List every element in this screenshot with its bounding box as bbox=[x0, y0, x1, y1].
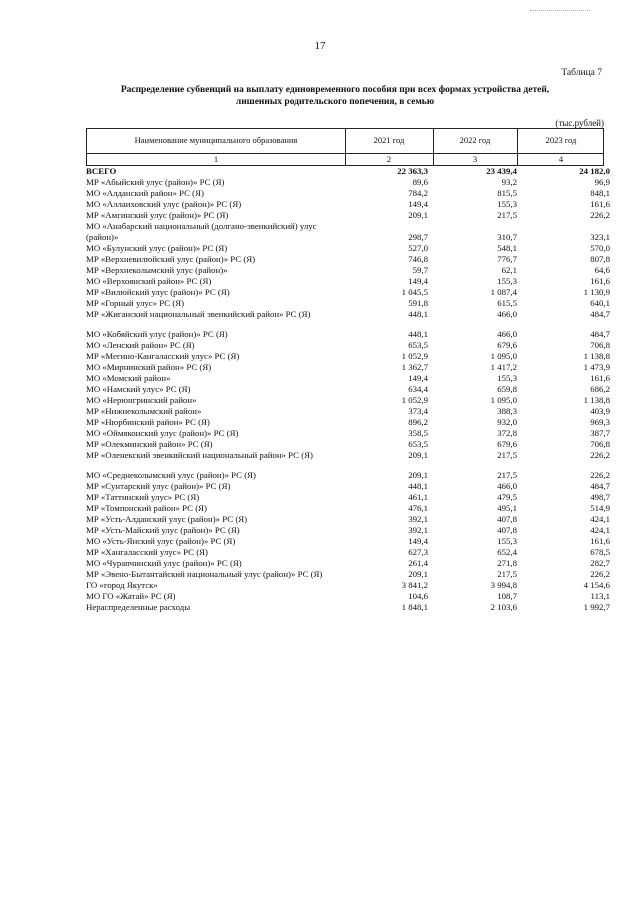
value-2023: 403,9 bbox=[590, 406, 610, 416]
value-2022: 407,8 bbox=[497, 514, 517, 524]
value-2022: 388,3 bbox=[497, 406, 517, 416]
header-2021: 2021 год bbox=[373, 135, 405, 145]
value-2023: 1 130,9 bbox=[583, 287, 610, 297]
municipality-name: МР «Абыйский улус (район)» РС (Я) bbox=[86, 177, 225, 187]
municipality-name: МО «Булунский улус (район)» РС (Я) bbox=[86, 243, 228, 253]
value-2022: 217,5 bbox=[497, 450, 517, 460]
value-2021: 89,6 bbox=[412, 177, 428, 187]
value-2021: 149,4 bbox=[408, 276, 428, 286]
value-2021: 59,7 bbox=[412, 265, 428, 275]
value-2021: 1 045,5 bbox=[401, 287, 428, 297]
table-row bbox=[86, 340, 610, 351]
table-row bbox=[86, 591, 610, 602]
value-2021: 591,8 bbox=[408, 298, 428, 308]
value-2022: 155,3 bbox=[497, 373, 517, 383]
value-2023: 161,6 bbox=[590, 373, 610, 383]
value-2022: 2 103,6 bbox=[490, 602, 517, 612]
value-2023: 226,2 bbox=[590, 569, 610, 579]
header-num-1: 1 bbox=[213, 154, 219, 164]
value-2023: 678,5 bbox=[590, 547, 610, 557]
value-2023: 640,1 bbox=[590, 298, 610, 308]
value-2022: 466,0 bbox=[497, 481, 517, 491]
table-row bbox=[86, 492, 610, 503]
value-2022: 108,7 bbox=[497, 591, 517, 601]
value-2022: 217,5 bbox=[497, 210, 517, 220]
value-2022: 1 095,0 bbox=[490, 351, 517, 361]
value-2022: 155,3 bbox=[497, 536, 517, 546]
value-2021: 896,2 bbox=[408, 417, 428, 427]
table-row bbox=[86, 450, 610, 461]
municipality-name: МО «Среднеколымский улус (район)» РС (Я) bbox=[86, 470, 256, 480]
value-2022: 23 439,4 bbox=[486, 166, 517, 176]
value-2022: 271,8 bbox=[497, 558, 517, 568]
value-2022: 310,7 bbox=[497, 232, 517, 242]
value-2021: 448,1 bbox=[408, 481, 428, 491]
value-2023: 64,6 bbox=[594, 265, 610, 275]
value-2023: 24 182,0 bbox=[579, 166, 610, 176]
municipality-name: ГО «город Якутск» bbox=[86, 580, 158, 590]
value-2021: 746,8 bbox=[408, 254, 428, 264]
municipality-name: МР «Нюрбинский район» РС (Я) bbox=[86, 417, 210, 427]
table-row bbox=[86, 265, 610, 276]
value-2021: 627,3 bbox=[408, 547, 428, 557]
value-2023: 113,1 bbox=[590, 591, 610, 601]
table-row bbox=[86, 428, 610, 439]
value-2021: 392,1 bbox=[408, 514, 428, 524]
value-2022: 155,3 bbox=[497, 199, 517, 209]
value-2022: 3 994,8 bbox=[490, 580, 517, 590]
municipality-name: МР «Амгинский улус (район)» РС (Я) bbox=[86, 210, 229, 220]
value-2021: 3 841,2 bbox=[401, 580, 428, 590]
municipality-name: МР «Верхневилюйский улус (район)» РС (Я) bbox=[86, 254, 256, 264]
municipality-name: МО «Намский улус» РС (Я) bbox=[86, 384, 191, 394]
value-2023: 570,0 bbox=[590, 243, 610, 253]
value-2023: 484,7 bbox=[590, 309, 610, 319]
header-2022: 2022 год bbox=[459, 135, 491, 145]
municipality-name: МР «Жиганский национальный эвенкийский район» РС (Я) bbox=[86, 309, 311, 319]
value-2022: 1 417,2 bbox=[490, 362, 517, 372]
value-2022: 679,6 bbox=[497, 439, 517, 449]
value-2023: 807,8 bbox=[590, 254, 610, 264]
value-2023: 1 473,9 bbox=[583, 362, 610, 372]
table-row bbox=[86, 351, 610, 362]
value-2023: 323,1 bbox=[590, 232, 610, 242]
municipality-name: МР «Сунтарский улус (район)» РС (Я) bbox=[86, 481, 231, 491]
value-2021: 1 052,9 bbox=[401, 351, 428, 361]
table-row bbox=[86, 276, 610, 287]
header-num-4: 4 bbox=[558, 154, 564, 164]
table-header bbox=[86, 128, 604, 166]
table-row bbox=[86, 395, 610, 406]
row-spacer bbox=[86, 461, 610, 470]
table-row bbox=[86, 254, 610, 265]
value-2023: 387,7 bbox=[590, 428, 610, 438]
value-2021: 149,4 bbox=[408, 536, 428, 546]
table-row bbox=[86, 221, 610, 243]
municipality-name: МО «Ленский район» РС (Я) bbox=[86, 340, 195, 350]
value-2022: 776,7 bbox=[497, 254, 517, 264]
value-2022: 62,1 bbox=[501, 265, 517, 275]
value-2022: 466,0 bbox=[497, 329, 517, 339]
scan-mark bbox=[530, 10, 590, 13]
table-row bbox=[86, 406, 610, 417]
value-2021: 209,1 bbox=[408, 450, 428, 460]
value-2022: 407,8 bbox=[497, 525, 517, 535]
table-row bbox=[86, 602, 610, 613]
value-2022: 93,2 bbox=[501, 177, 517, 187]
value-2022: 217,5 bbox=[497, 470, 517, 480]
table-row bbox=[86, 309, 610, 320]
municipality-name: МР «Горный улус» РС (Я) bbox=[86, 298, 185, 308]
value-2021: 298,7 bbox=[408, 232, 428, 242]
value-2021: 1 052,9 bbox=[401, 395, 428, 405]
units-label: (тыс.рублей) bbox=[555, 118, 604, 128]
value-2021: 1 848,1 bbox=[401, 602, 428, 612]
table-row bbox=[86, 580, 610, 591]
table-row bbox=[86, 514, 610, 525]
value-2023: 282,7 bbox=[590, 558, 610, 568]
value-2021: 22 363,3 bbox=[397, 166, 428, 176]
municipality-name: МО «Анабарский национальный (долгано-эвенкийский) улус (район)» bbox=[86, 221, 317, 242]
value-2023: 226,2 bbox=[590, 210, 610, 220]
value-2023: 498,7 bbox=[590, 492, 610, 502]
municipality-name: МО «Кобяйский улус (район)» РС (Я) bbox=[86, 329, 228, 339]
value-2021: 634,4 bbox=[408, 384, 428, 394]
value-2023: 706,8 bbox=[590, 439, 610, 449]
value-2023: 1 992,7 bbox=[583, 602, 610, 612]
value-2021: 653,5 bbox=[408, 340, 428, 350]
total-row bbox=[86, 166, 610, 177]
municipality-name: МР «Хангаласский улус» РС (Я) bbox=[86, 547, 208, 557]
value-2022: 1 095,0 bbox=[490, 395, 517, 405]
value-2023: 484,7 bbox=[590, 481, 610, 491]
value-2022: 652,4 bbox=[497, 547, 517, 557]
table-row bbox=[86, 481, 610, 492]
table-row bbox=[86, 287, 610, 298]
table-row bbox=[86, 536, 610, 547]
municipality-name: МО «Оймяконский улус (район)» РС (Я) bbox=[86, 428, 239, 438]
municipality-name: Нераспределенные расходы bbox=[86, 602, 191, 612]
value-2023: 161,6 bbox=[590, 199, 610, 209]
municipality-name: МР «Томпонский район» РС (Я) bbox=[86, 503, 207, 513]
header-name: Наименование муниципального образования bbox=[134, 135, 298, 145]
value-2023: 848,1 bbox=[590, 188, 610, 198]
value-2023: 96,9 bbox=[594, 177, 610, 187]
municipality-name: МО «Момский район» bbox=[86, 373, 171, 383]
value-2023: 226,2 bbox=[590, 450, 610, 460]
municipality-name: МР «Таттинский улус» РС (Я) bbox=[86, 492, 200, 502]
municipality-name: МО «Аллаиховский улус (район)» РС (Я) bbox=[86, 199, 242, 209]
header-num-2: 2 bbox=[386, 154, 392, 164]
value-2021: 149,4 bbox=[408, 199, 428, 209]
value-2022: 155,3 bbox=[497, 276, 517, 286]
value-2022: 466,0 bbox=[497, 309, 517, 319]
value-2023: 424,1 bbox=[590, 525, 610, 535]
value-2023: 161,6 bbox=[590, 536, 610, 546]
municipality-name: МО «Верхоянский район» РС (Я) bbox=[86, 276, 212, 286]
value-2022: 615,5 bbox=[497, 298, 517, 308]
value-2023: 424,1 bbox=[590, 514, 610, 524]
value-2021: 261,4 bbox=[408, 558, 428, 568]
value-2021: 104,6 bbox=[408, 591, 428, 601]
document-title: Распределение субвенций на выплату единовременного пособия при всех формах устройства детей, лишенных родительского попечения, в семью bbox=[120, 85, 550, 107]
value-2022: 679,6 bbox=[497, 340, 517, 350]
value-2022: 815,5 bbox=[497, 188, 517, 198]
municipality-name: МО «Нерюнгринский район» bbox=[86, 395, 197, 405]
value-2022: 479,5 bbox=[497, 492, 517, 502]
value-2022: 659,8 bbox=[497, 384, 517, 394]
table-row bbox=[86, 177, 610, 188]
municipality-name: ВСЕГО bbox=[86, 166, 117, 176]
table-row bbox=[86, 373, 610, 384]
value-2023: 969,3 bbox=[590, 417, 610, 427]
value-2022: 372,8 bbox=[497, 428, 517, 438]
value-2021: 209,1 bbox=[408, 569, 428, 579]
value-2021: 209,1 bbox=[408, 210, 428, 220]
municipality-name: МР «Усть-Алданский улус (район)» РС (Я) bbox=[86, 514, 248, 524]
value-2023: 1 138,8 bbox=[583, 351, 610, 361]
municipality-name: МР «Оленекский эвенкийский национальный район» РС (Я) bbox=[86, 450, 313, 460]
table-row bbox=[86, 525, 610, 536]
value-2021: 1 362,7 bbox=[401, 362, 428, 372]
value-2022: 1 087,4 bbox=[490, 287, 517, 297]
table-label: Таблица 7 bbox=[561, 68, 602, 78]
table-row bbox=[86, 470, 610, 481]
table-row bbox=[86, 329, 610, 340]
value-2021: 476,1 bbox=[408, 503, 428, 513]
page-number: 17 bbox=[314, 40, 326, 52]
table-row bbox=[86, 417, 610, 428]
table-row bbox=[86, 547, 610, 558]
value-2022: 495,1 bbox=[497, 503, 517, 513]
table-row bbox=[86, 298, 610, 309]
value-2023: 226,2 bbox=[590, 470, 610, 480]
value-2023: 161,6 bbox=[590, 276, 610, 286]
table-body bbox=[86, 166, 610, 613]
value-2021: 784,2 bbox=[408, 188, 428, 198]
value-2021: 209,1 bbox=[408, 470, 428, 480]
municipality-name: МР «Нижнеколымский район» bbox=[86, 406, 202, 416]
table-row bbox=[86, 243, 610, 254]
table-row bbox=[86, 199, 610, 210]
municipality-name: МР «Олекминский район» РС (Я) bbox=[86, 439, 213, 449]
value-2021: 373,4 bbox=[408, 406, 428, 416]
table-row bbox=[86, 384, 610, 395]
value-2021: 653,5 bbox=[408, 439, 428, 449]
value-2022: 932,0 bbox=[497, 417, 517, 427]
value-2021: 392,1 bbox=[408, 525, 428, 535]
municipality-name: МО «Усть-Янский улус (район)» РС (Я) bbox=[86, 536, 236, 546]
table-row bbox=[86, 558, 610, 569]
value-2023: 514,9 bbox=[590, 503, 610, 513]
table-row bbox=[86, 439, 610, 450]
municipality-name: МР «Вилюйский улус (район)» РС (Я) bbox=[86, 287, 230, 297]
value-2023: 484,7 bbox=[590, 329, 610, 339]
municipality-name: МР «Усть-Майский улус (район)» РС (Я) bbox=[86, 525, 240, 535]
municipality-name: МО «Алданский район» РС (Я) bbox=[86, 188, 204, 198]
municipality-name: МР «Мегино-Кангаласский улус» РС (Я) bbox=[86, 351, 240, 361]
value-2021: 149,4 bbox=[408, 373, 428, 383]
header-2023: 2023 год bbox=[545, 135, 577, 145]
municipality-name: МР «Верхнеколымский улус (район)» bbox=[86, 265, 228, 275]
header-num-3: 3 bbox=[472, 154, 478, 164]
table-row bbox=[86, 569, 610, 580]
value-2023: 686,2 bbox=[590, 384, 610, 394]
value-2021: 461,1 bbox=[408, 492, 428, 502]
row-spacer bbox=[86, 320, 610, 329]
table-row bbox=[86, 188, 610, 199]
value-2021: 448,1 bbox=[408, 329, 428, 339]
value-2023: 706,8 bbox=[590, 340, 610, 350]
table-row bbox=[86, 503, 610, 514]
municipality-name: МО «Мирнинский район» РС (Я) bbox=[86, 362, 212, 372]
value-2022: 217,5 bbox=[497, 569, 517, 579]
municipality-name: МО ГО «Жатай» РС (Я) bbox=[86, 591, 176, 601]
value-2021: 527,0 bbox=[408, 243, 428, 253]
table-row bbox=[86, 362, 610, 373]
table-row bbox=[86, 210, 610, 221]
municipality-name: МО «Чурапчинский улус (район)» РС (Я) bbox=[86, 558, 242, 568]
value-2023: 1 138,8 bbox=[583, 395, 610, 405]
value-2021: 358,5 bbox=[408, 428, 428, 438]
municipality-name: МР «Эвено-Бытантайский национальный улус (район)» РС (Я) bbox=[86, 569, 323, 579]
value-2022: 548,1 bbox=[497, 243, 517, 253]
value-2023: 4 154,6 bbox=[583, 580, 610, 590]
value-2021: 448,1 bbox=[408, 309, 428, 319]
